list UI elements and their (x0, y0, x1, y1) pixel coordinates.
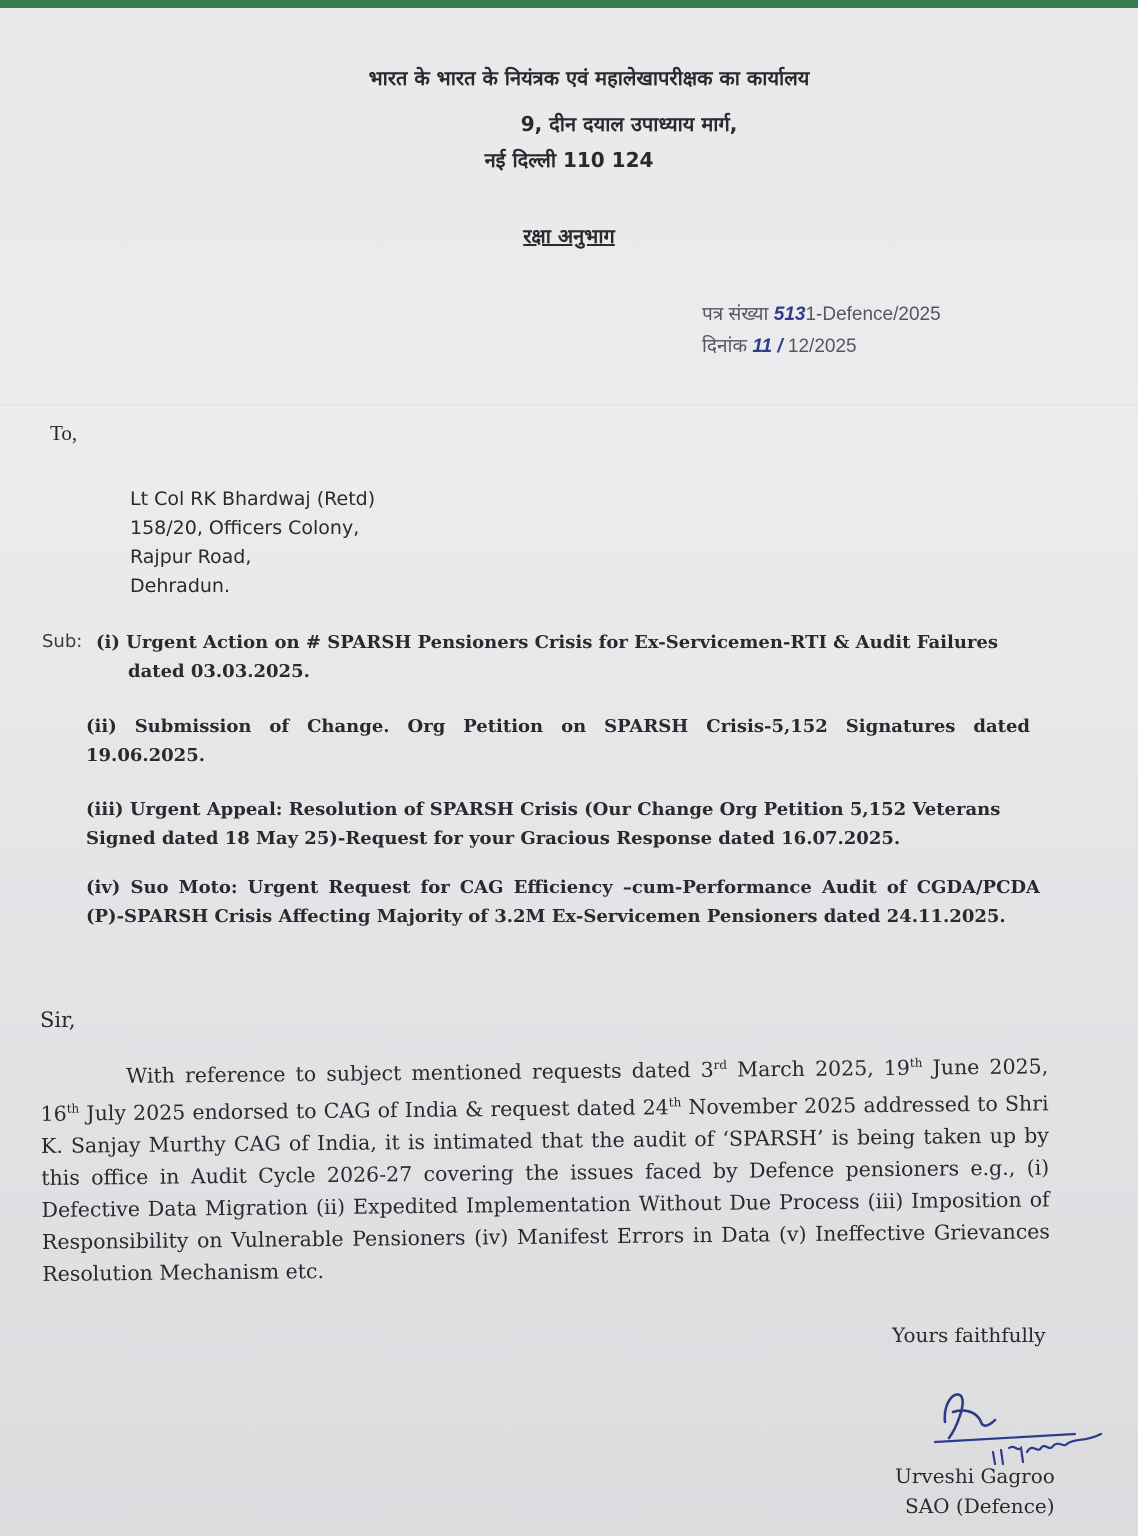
section-title: रक्षा अनुभाग (523, 224, 615, 248)
subject-item-number: (ii) (86, 716, 117, 737)
recipient-line: 158/20, Officers Colony, (130, 517, 360, 539)
closing: Yours faithfully (892, 1323, 1046, 1347)
subject-item (86, 712, 1030, 770)
body-paragraph (40, 1045, 1050, 1289)
letter-date-handwritten: 11 / (752, 336, 783, 357)
subject-item-continuation: dated 03.03.2025. (128, 661, 310, 682)
ordinal-suffix: th (66, 1101, 80, 1116)
recipient-line: Lt Col RK Bhardwaj (Retd) (130, 488, 376, 510)
office-city: नई दिल्ली 110 124 (484, 148, 654, 172)
body-text: June 2025, 16 (40, 1054, 1049, 1126)
letter-date-label: दिनांक (702, 336, 748, 357)
subject-item (86, 873, 1040, 931)
subject-item-text: Submission of Change. Org Petition on SPARSH Crisis-5,152 Signatures dated 19.06.2025. (86, 716, 1030, 766)
recipient-line: Rajpur Road, (130, 546, 252, 568)
signatory-designation: SAO (Defence) (905, 1494, 1055, 1518)
letter-number (702, 300, 941, 326)
body-text: November 2025 addressed to Shri K. Sanjay Murthy CAG of India, it is intimated that the audit of ‘SPARSH’ is being taken up by this office in Audit Cycle 2026-27 covering the issues faced by Defence pensioners e.g., (i) Defective Data Migration (ii) Expedited Implementation Without Due Process (iii) Imposition of Responsibility on Vulnerable Pensioners (iv) Manifest Errors in Data (v) Ineffective Grievances Resolution Mechanism etc. (40, 1091, 1051, 1286)
subject-item (86, 795, 1036, 853)
body-text: July 2025 endorsed to CAG of India & request dated 24 (79, 1095, 669, 1126)
ordinal-suffix: th (668, 1095, 682, 1110)
letter-date (702, 332, 857, 358)
subject-item-text: Suo Moto: Urgent Request for CAG Efficiency –cum-Performance Audit of CGDA/PCDA (P)-SPARSH Crisis Affecting Majority of 3.2M Ex-Servicemen Pensioners dated 24.11.2025. (86, 877, 1040, 927)
body-text: March 2025, 19 (726, 1055, 911, 1082)
office-street: 9, दीन दयाल उपाध्याय मार्ग, (520, 112, 738, 136)
subject-item-number: (iv) (86, 877, 121, 898)
letter-number-suffix: 1-Defence/2025 (805, 304, 941, 325)
subject-item-text: Urgent Appeal: Resolution of SPARSH Crisis (Our Change Org Petition 5,152 Veterans Signed dated 18 May 25)-Request for your Gracious Response dated 16.07.2025. (86, 799, 1001, 849)
subject-item-text: Urgent Action on # SPARSH Pensioners Crisis for Ex-Servicemen-RTI & Audit Failures (126, 632, 999, 653)
salutation: Sir, (40, 1008, 76, 1032)
letter-number-handwritten: 513 (773, 304, 806, 325)
subject-item (96, 628, 1026, 686)
subject-label: Sub: (42, 631, 83, 652)
signatory-name: Urveshi Gagroo (895, 1464, 1055, 1488)
subject-item-number: (iii) (86, 799, 124, 820)
letter-date-suffix: 12/2025 (787, 336, 857, 357)
recipient-line: Dehradun. (130, 575, 231, 597)
body-text: With reference to subject mentioned requests dated 3 (126, 1057, 714, 1088)
subject-item-number: (i) (96, 632, 120, 653)
ordinal-suffix: th (909, 1055, 923, 1070)
handwritten-signature (925, 1382, 1125, 1472)
ordinal-suffix: rd (713, 1057, 728, 1072)
to-label: To, (50, 421, 78, 445)
letter-number-label: पत्र संख्या (702, 304, 769, 325)
paper-fold (0, 404, 1138, 410)
letter-page (0, 8, 1138, 1536)
office-name: भारत के भारत के नियंत्रक एवं महालेखापरीक्षक का कार्यालय (368, 66, 810, 90)
